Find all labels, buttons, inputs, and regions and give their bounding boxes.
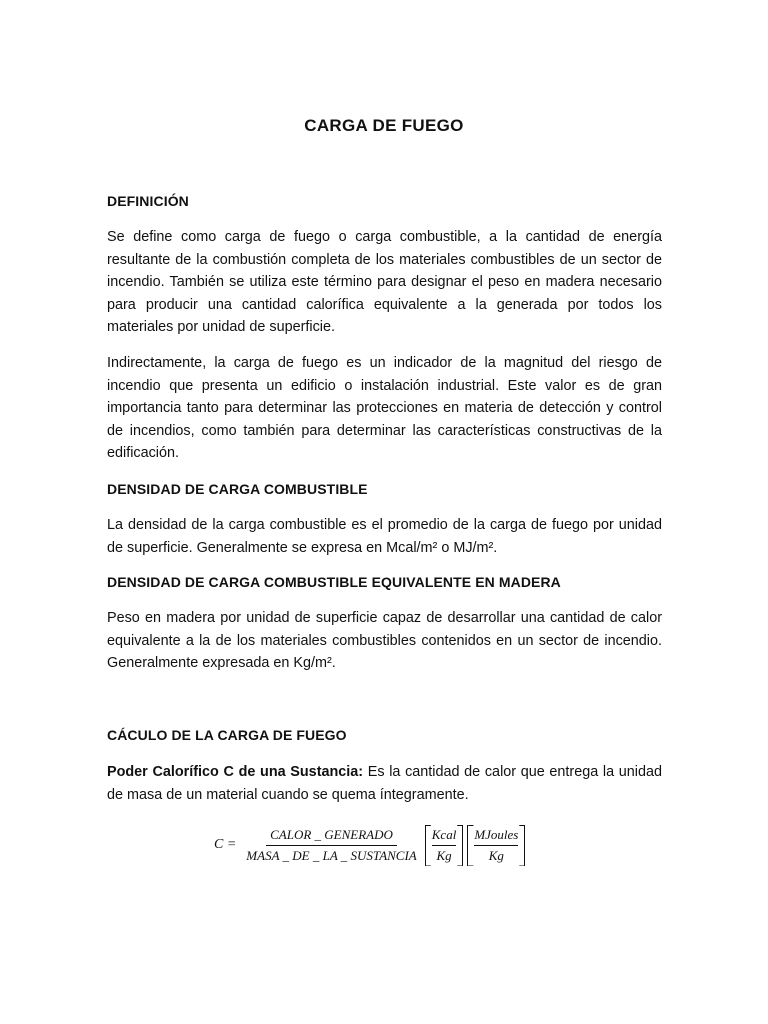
paragraph-densidad: La densidad de la carga combustible es el promedio de la carga de fuego por unidad de superficie. Generalmente se expresa en Mcal/m² o MJ/m². (107, 517, 662, 556)
heading-densidad-madera: DENSIDAD DE CARGA COMBUSTIBLE EQUIVALENTE EN MADERA (107, 574, 561, 590)
paragraph-calculo (107, 761, 662, 806)
formula-denominator: MASA _ DE _ LA _ SUSTANCIA (246, 847, 417, 863)
formula-unit2-numerator: MJoules (474, 827, 518, 846)
heading-densidad: DENSIDAD DE CARGA COMBUSTIBLE (107, 481, 368, 497)
formula-unit-kcal (425, 825, 464, 866)
formula-unit-mjoules (467, 825, 525, 866)
formula-unit2-denominator: Kg (488, 847, 504, 863)
formula-main-fraction (242, 827, 420, 864)
paragraph-definicion-2: Indirectamente, la carga de fuego es un indicador de la magnitud del riesgo de incendio que presenta un edificio o instalación industrial. Este valor es de gran importancia tanto para determinar las protecciones en materia de detección y control de incendios, como también para determinar las características constructivas de la edificación. (107, 355, 662, 462)
formula-unit1-denominator: Kg (436, 847, 452, 863)
formula-lhs: C = (214, 837, 237, 852)
document-title: CARGA DE FUEGO (304, 116, 464, 135)
paragraph-definicion-1: Se define como carga de fuego o carga combustible, a la cantidad de energía resultante de la combustión completa de los materiales combustibles de un sector de incendio. También se utiliza este término para designar el peso en madera necesario para producir una cantidad calorífica equivalente a la generada por todos los materiales por unidad de superficie. (107, 229, 662, 336)
term-poder-calorifico: Poder Calorífico C de una Sustancia: (107, 764, 364, 780)
paragraph-calculo-text: Es la cantidad de calor que entrega la unidad de masa de un material cuando se quema íntegramente. (107, 764, 662, 803)
formula-unit1-numerator: Kcal (432, 827, 457, 846)
heading-calculo: CÁCULO DE LA CARGA DE FUEGO (107, 727, 347, 743)
paragraph-densidad-madera: Peso en madera por unidad de superficie capaz de desarrollar una cantidad de calor equivalente a la de los materiales combustibles contenidos en un sector de incendio. Generalmente expresada en Kg/m². (107, 610, 662, 672)
formula-numerator: CALOR _ GENERADO (266, 827, 397, 846)
heading-definicion: DEFINICIÓN (107, 193, 189, 209)
calorific-power-formula (214, 820, 525, 870)
